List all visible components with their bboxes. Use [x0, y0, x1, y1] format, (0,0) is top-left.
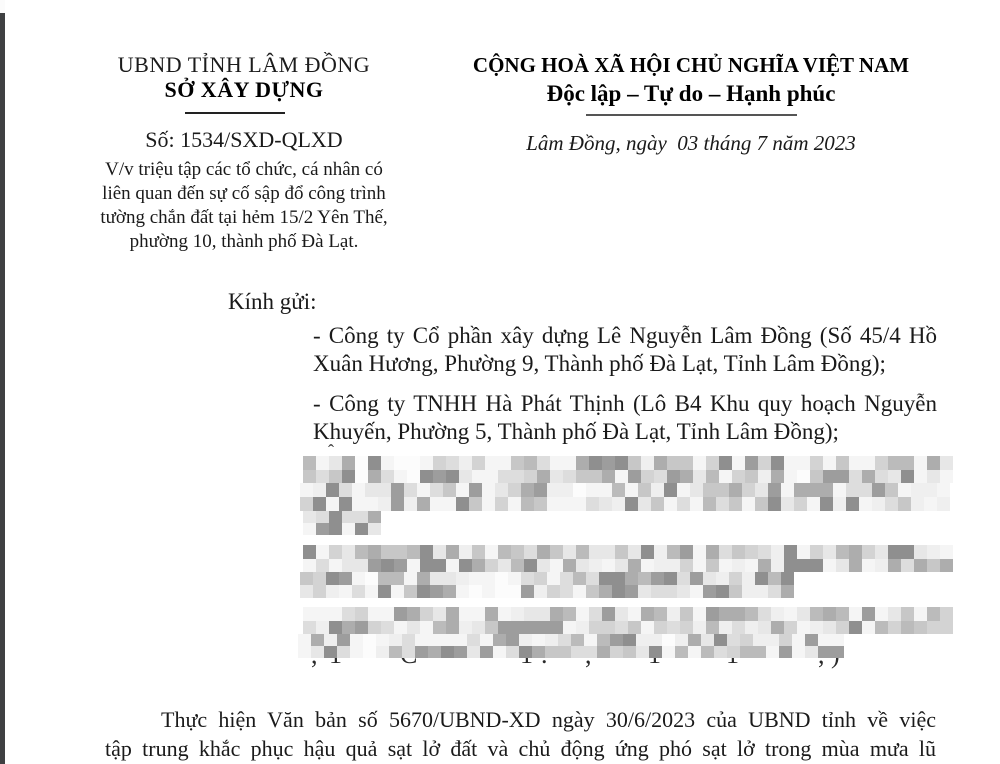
recipient-item	[313, 322, 937, 378]
redacted-line	[303, 511, 381, 535]
subject-line: liên quan đến sự cố sập đổ công trình	[102, 183, 386, 204]
place-date-line: Lâm Đồng, ngày 03 tháng 7 năm 2023	[526, 131, 856, 155]
paragraph-line: Thực hiện Văn bản số 5670/UBND-XD ngày 30/6/2023 của UBND tỉnh về việc	[161, 707, 936, 732]
issuing-authority: SỞ XÂY DỰNG	[164, 77, 324, 102]
body-paragraph	[105, 705, 936, 763]
document-subject	[55, 158, 433, 254]
recipient-line: Khuyến, Phường 5, Thành phố Đà Lạt, Tỉnh Lâm Đồng);	[313, 419, 839, 444]
org-underline	[185, 112, 285, 114]
redacted-text-fragment: ˆ	[328, 441, 334, 461]
redacted-line	[303, 607, 953, 634]
redacted-line	[303, 456, 953, 483]
left-edge-bar	[0, 13, 5, 764]
redacted-line	[300, 572, 794, 598]
recipient-line: Xuân Hương, Phường 9, Thành phố Đà Lạt, Tỉnh Lâm Đồng);	[313, 351, 886, 376]
subject-line: phường 10, thành phố Đà Lạt.	[129, 231, 359, 252]
redacted-line	[300, 483, 950, 511]
recipient-line: - Công ty TNHH Hà Phát Thịnh (Lô B4 Khu quy hoạch Nguyễn	[313, 391, 937, 416]
national-motto: Độc lập – Tự do – Hạnh phúc	[546, 81, 836, 106]
header-left	[55, 52, 433, 254]
redacted-line	[303, 545, 953, 572]
motto-underline	[586, 114, 797, 116]
left-edge-bar-cap	[0, 0, 5, 13]
recipient-item	[313, 390, 937, 446]
national-header: CỘNG HOÀ XÃ HỘI CHỦ NGHĨA VIỆT NAM	[472, 53, 910, 77]
paragraph-line: tập trung khắc phục hậu quả sạt lở đất và chủ động ứng phó sạt lở trong mùa mưa lũ	[105, 736, 936, 761]
document-number: Số: 1534/SXD-QLXD	[145, 127, 343, 152]
redacted-line	[298, 634, 844, 658]
subject-line: V/v triệu tập các tổ chức, cá nhân có	[105, 159, 383, 180]
subject-line: tường chắn đất tại hẻm 15/2 Yên Thế,	[100, 207, 388, 228]
header-right	[450, 52, 932, 156]
recipient-list	[313, 322, 937, 458]
issuing-authority-parent: UBND TỈNH LÂM ĐỒNG	[117, 52, 371, 77]
salutation: Kính gửi:	[228, 289, 317, 314]
recipient-line: - Công ty Cổ phần xây dựng Lê Nguyễn Lâm Đồng (Số 45/4 Hồ	[313, 323, 937, 348]
